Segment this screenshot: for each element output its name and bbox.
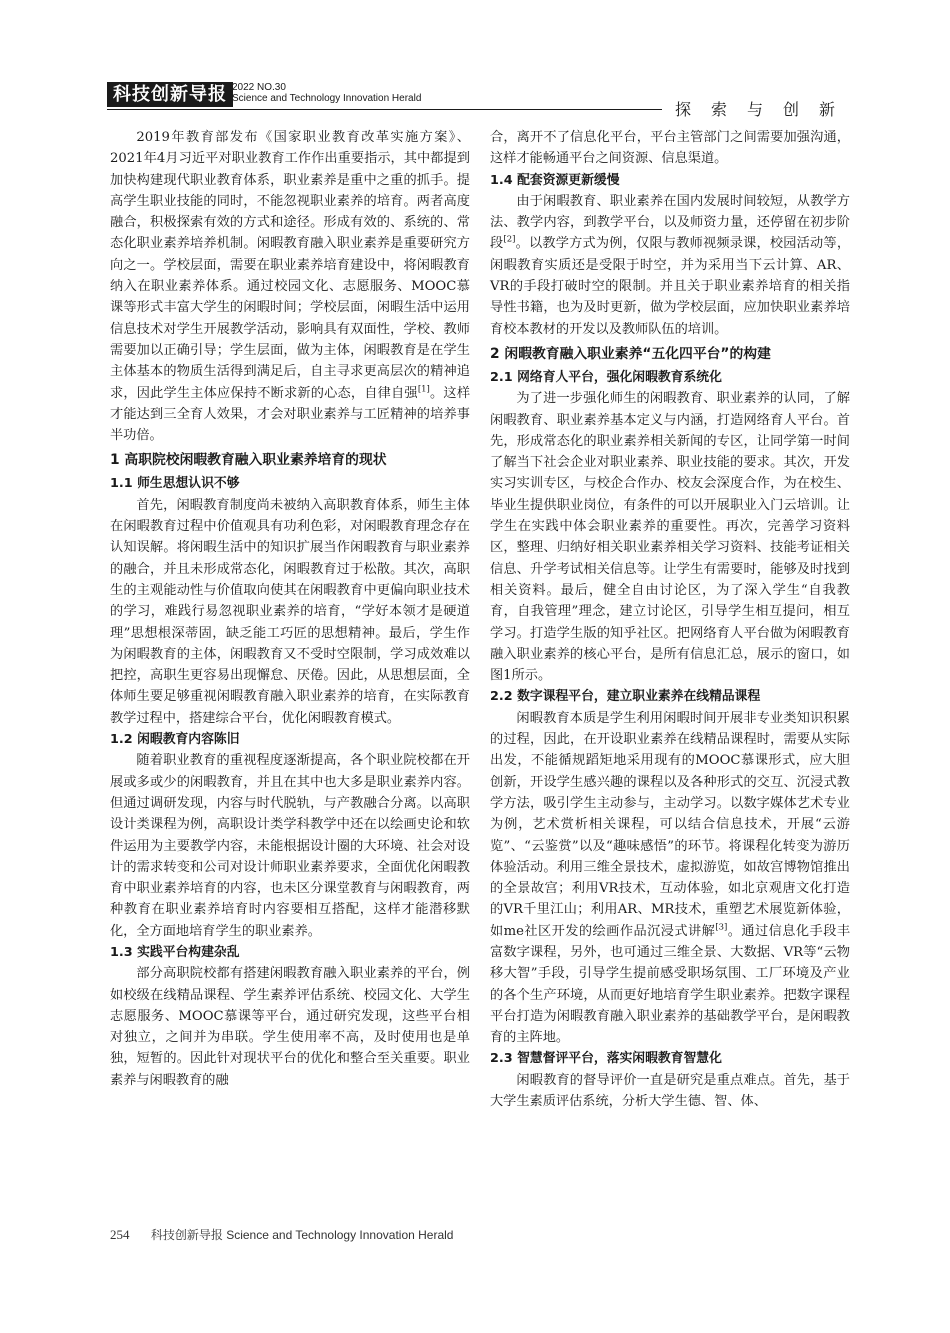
- citation-2: [2]: [503, 235, 516, 246]
- subsection-heading-2-1: 2.1 网络育人平台，强化闲暇教育系统化: [490, 369, 722, 385]
- paragraph-1-1: 首先，闲暇教育制度尚未被纳入高职教育体系，师生主体在闲暇教育过程中价值观具有功利色彩，对闲暇教育理念存在认知误解。将闲暇生活中的知识扩展当作闲暇教育与职业素养的融合，并且未形成常态化，闲暇教育过于松散。其次，高职生的主观能动性与价值取向使其在闲暇教育中更偏向职业技术的学习，难践行易忽视职业素养的培育，“学好本领才是硬道理”思想根深蒂固，缺乏能工巧匠的思想精神。最后，学生作为闲暇教育的主体，闲暇教育又不受时空限制，学习成效难以把控，高职生更容易出现懈怠、厌倦。因此，从思想层面，全体师生要足够重视闲暇教育融入职业素养的培育，在实际教育教学过程中，搭建综合平台，优化闲暇教育模式。: [110, 497, 470, 726]
- subsection-heading-2-3: 2.3 智慧督评平台，落实闲暇教育智慧化: [490, 1051, 722, 1067]
- paragraph-2-3: 闲暇教育的督导评价一直是研究是重点难点。首先，基于大学生素质评估系统，分析大学生德、智、体、: [490, 1072, 850, 1110]
- left-column: [110, 127, 470, 1091]
- paragraph-continued: 合，离开不了信息化平台，平台主管部门之间需要加强沟通，这样才能畅通平台之间资源、信息渠道。: [490, 130, 850, 167]
- right-column: [490, 127, 850, 1112]
- masthead: [107, 80, 855, 120]
- section-heading-1: 1 高职院校闲暇教育融入职业素养培育的现状: [110, 452, 387, 469]
- subsection-heading-1-2: 1.2 闲暇教育内容陈旧: [110, 732, 240, 748]
- paragraph-1-4: 由于闲暇教育、职业素养在国内发展时间较短，从教学方法、教学内容，到教学平台，以及师资力量，还停留在初步阶段[2]。以教学方式为例，仅限与教师视频录课，校园活动等，闲暇教育实质还是受限于时空，并为采用当下云计算、AR、VR的手段打破时空的限制。并且关于职业素养培育的相关指导性书籍，也为及时更新，做为学校层面，应加快职业素养培育校本教材的开发以及教师队伍的培训。: [490, 193, 851, 337]
- subsection-heading-1-1: 1.1 师生思想认识不够: [110, 476, 240, 492]
- citation-1: [1]: [417, 384, 430, 395]
- footer-journal-cn: 科技创新导报: [150, 1228, 223, 1242]
- subsection-heading-1-4: 1.4 配套资源更新缓慢: [490, 172, 620, 188]
- paragraph-2-2: 闲暇教育本质是学生利用闲暇时间开展非专业类知识积累的过程，因此，在开设职业素养在线精品课程时，需要从实际出发，不能循规蹈矩地采用现有的MOOC慕课形式，应大胆创新，开设学生感兴趣的课程以及各种形式的交互、沉浸式教学方法，吸引学生主动参与，主动学习。以数字媒体艺术专业为例，艺术赏析相关课程，可以结合信息技术，开展“云游览”、“云鉴赏”以及“趣味感悟”的环节。将课程化转变为游历体验活动。利用三维全景技术，虚拟游览，如故宫博物馆推出的全景故宫；利用VR技术，互动体验，如北京观唐文化打造的VR千里江山；利用AR、MR技术，重塑艺术展览新体验，如me社区开发的绘画作品沉浸式讲解[3]。通过信息化手段丰富数字课程，另外，也可通过三维全景、大数据、VR等“云物移大智”手段，引导学生提前感受职场氛围、工厂环境及产业的各个生产环境，从而更好地培育学生职业素养。把数字课程平台打造为闲暇教育融入职业素养的基础教学平台，是闲暇教育的主阵地。: [490, 710, 851, 1046]
- citation-3: [3]: [715, 922, 728, 933]
- section-heading-2: 2 闲暇教育融入职业素养“五化四平台”的构建: [490, 345, 771, 362]
- section-tag: 探索与创新: [674, 100, 855, 119]
- intro-paragraph: 2019年教育部发布《国家职业教育改革实施方案》、2021年4月习近平对职业教育工作作出重要指示，其中都提到加快构建现代职业教育体系，职业素养是重中之重的抓手。提高学生职业技能的同时，不能忽视职业素养的培育。两者高度融合，积极探索有效的方式和途径。形成有效的、系统的、常态化职业素养培养机制。闲暇教育融入职业素养是重要研究方向之一。学校层面，需要在职业素养培育建设中，将闲暇教育纳入在职业素养体系。通过校园文化、志愿服务、MOOC慕课等形式丰富大学生的闲暇时间；学校层面，闲暇生活中运用信息技术对学生开展教学活动，影响具有双面性，学校、教师需要加以正确引导；学生层面，做为主体，闲暇教育是在学生主体基本的物质生活得到满足后，自主寻求更高层次的精神追求，因此学生主体应保持不断求新的心态，自律自强[1]。这样才能达到三全育人效果，才会对职业素养与工匠精神的培养事半功倍。: [110, 130, 471, 444]
- page-number: 254: [110, 1227, 130, 1242]
- subsection-heading-2-2: 2.2 数字课程平台，建立职业素养在线精品课程: [490, 689, 761, 705]
- footer-journal-en: Science and Technology Innovation Herald: [226, 1228, 454, 1242]
- paragraph-1-2: 随着职业教育的重视程度逐渐提高，各个职业院校都在开展或多或少的闲暇教育，并且在其中也大多是职业素养内容。但通过调研发现，内容与时代脱轨，与产教融合分离。以高职设计类课程为例，高职设计类学科教学中还在以绘画史论和软件运用为主要教学内容，未能根据设计圈的大环境、社会对设计的需求转变和公司对设计师职业素养要求，全面优化闲暇教育中职业素养培育的内容，也未区分课堂教育与闲暇教育，两种教育在职业素养培育时内容要相互搭配，这样才能潜移默化，全方面地培育学生的职业素养。: [110, 753, 470, 939]
- issue-number: 2022 NO.30: [232, 82, 286, 93]
- journal-logo: 科技创新导报: [107, 82, 233, 107]
- subsection-heading-1-3: 1.3 实践平台构建杂乱: [110, 944, 240, 960]
- journal-english-name: Science and Technology Innovation Herald: [232, 93, 422, 104]
- paragraph-1-3: 部分高职院校都有搭建闲暇教育融入职业素养的平台，例如校级在线精品课程、学生素养评估系统、校园文化、大学生志愿服务、MOOC慕课等平台，通过研究发现，这些平台相对独立，之间并为串联。学生使用率不高，及时使用也是单独，短暂的。因此针对现状平台的优化和整合至关重要。职业素养与闲暇教育的融: [110, 966, 470, 1088]
- header-rule: [107, 109, 662, 110]
- paragraph-2-1: 为了进一步强化师生的闲暇教育、职业素养的认同，了解闲暇教育、职业素养基本定义与内涵，打造网络育人平台。首先，形成常态化的职业素养相关新闻的专区，让同学第一时间了解当下社会企业对职业素养、职业技能的要求。其次，开发实习实训专区，与校企合作办、校友会深度合作，为在校生、毕业生提供职业岗位，有条件的可以开展职业入门云培训。让学生在实践中体会职业素养的重要性。再次，完善学习资料区，整理、归纳好相关职业素养相关学习资料、技能考证相关信息、升学考试相关信息等。让学生有需要时，能够及时找到相关资料。最后，健全自由讨论区，为了深入学生“自我教育，自我管理”理念，建立讨论区，引导学生相互提问，相互学习。打造学生版的知乎社区。把网络育人平台做为闲暇教育融入职业素养的核心平台，是所有信息汇总，展示的窗口，如图1所示。: [490, 391, 850, 684]
- page-footer: [110, 1226, 453, 1243]
- issue-info: [232, 82, 421, 104]
